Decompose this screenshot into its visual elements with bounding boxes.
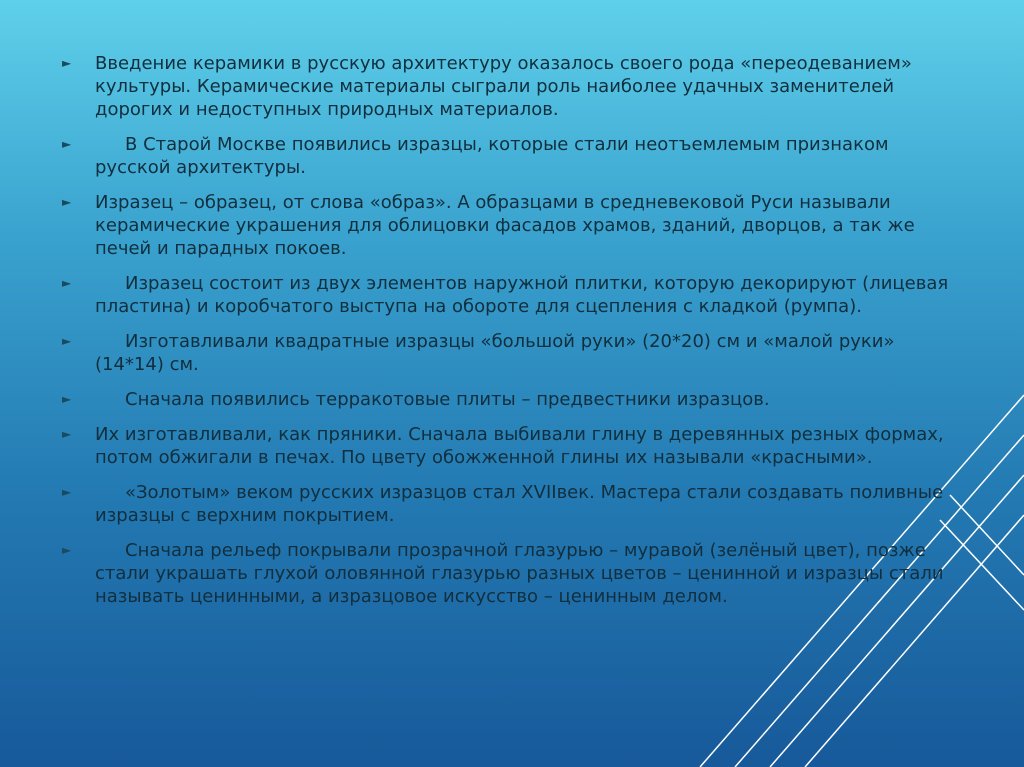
bullet-text: Их изготавливали, как пряники. Сначала выбивали глину в деревянных резных формах, потом обжигали в печах. По цвету обожженной глины их называли «красными». (95, 424, 944, 468)
bullet-text: Сначала появились терракотовые плиты – предвестники изразцов. (125, 389, 770, 410)
bullet-item (62, 52, 962, 121)
bullet-text: В Старой Москве появились изразцы, которые стали неотъемлемым признаком русской архитектуры. (95, 134, 889, 178)
bullet-item (62, 423, 962, 469)
bullet-arrow-icon: ► (62, 56, 72, 70)
bullet-arrow-icon: ► (62, 334, 72, 348)
bullet-arrow-icon: ► (62, 137, 72, 151)
bullet-text: Изразец состоит из двух элементов наружной плитки, которую декорируют (лицевая пластина) и коробчатого выступа на обороте для сцепления с кладкой (румпа). (95, 273, 949, 317)
bullet-text: Изразец – образец, от слова «образ». А образцами в средневековой Руси называли керамические украшения для облицовки фасадов храмов, зданий, дворцов, а так же печей и парадных покоев. (95, 192, 915, 259)
bullet-list (62, 52, 962, 620)
bullet-arrow-icon: ► (62, 392, 72, 406)
bullet-arrow-icon: ► (62, 427, 72, 441)
bullet-text: Изготавливали квадратные изразцы «большой руки» (20*20) см и «малой руки» (14*14) см. (95, 331, 895, 375)
bullet-item (62, 191, 962, 260)
bullet-arrow-icon: ► (62, 276, 72, 290)
bullet-item (62, 272, 962, 318)
bullet-item (62, 330, 962, 376)
bullet-item (62, 133, 962, 179)
bullet-arrow-icon: ► (62, 543, 72, 557)
bullet-item (62, 481, 962, 527)
bullet-arrow-icon: ► (62, 195, 72, 209)
bullet-item (62, 539, 962, 608)
bullet-arrow-icon: ► (62, 485, 72, 499)
bullet-text: Введение керамики в русскую архитектуру оказалось своего рода «переодеванием» культуры. Керамические материалы сыграли роль наиболее удачных заменителей дорогих и недоступных природных материалов. (95, 53, 912, 120)
bullet-item (62, 388, 962, 411)
bullet-text: «Золотым» веком русских изразцов стал XVIIвек. Мастера стали создавать поливные изразцы с верхним покрытием. (95, 482, 944, 526)
bullet-text: Сначала рельеф покрывали прозрачной глазурью – муравой (зелёный цвет), позже стали украшать глухой оловянной глазурью разных цветов – ценинной и изразцы стали называть ценинными, а изразцовое искусство – ценинным делом. (95, 540, 944, 607)
